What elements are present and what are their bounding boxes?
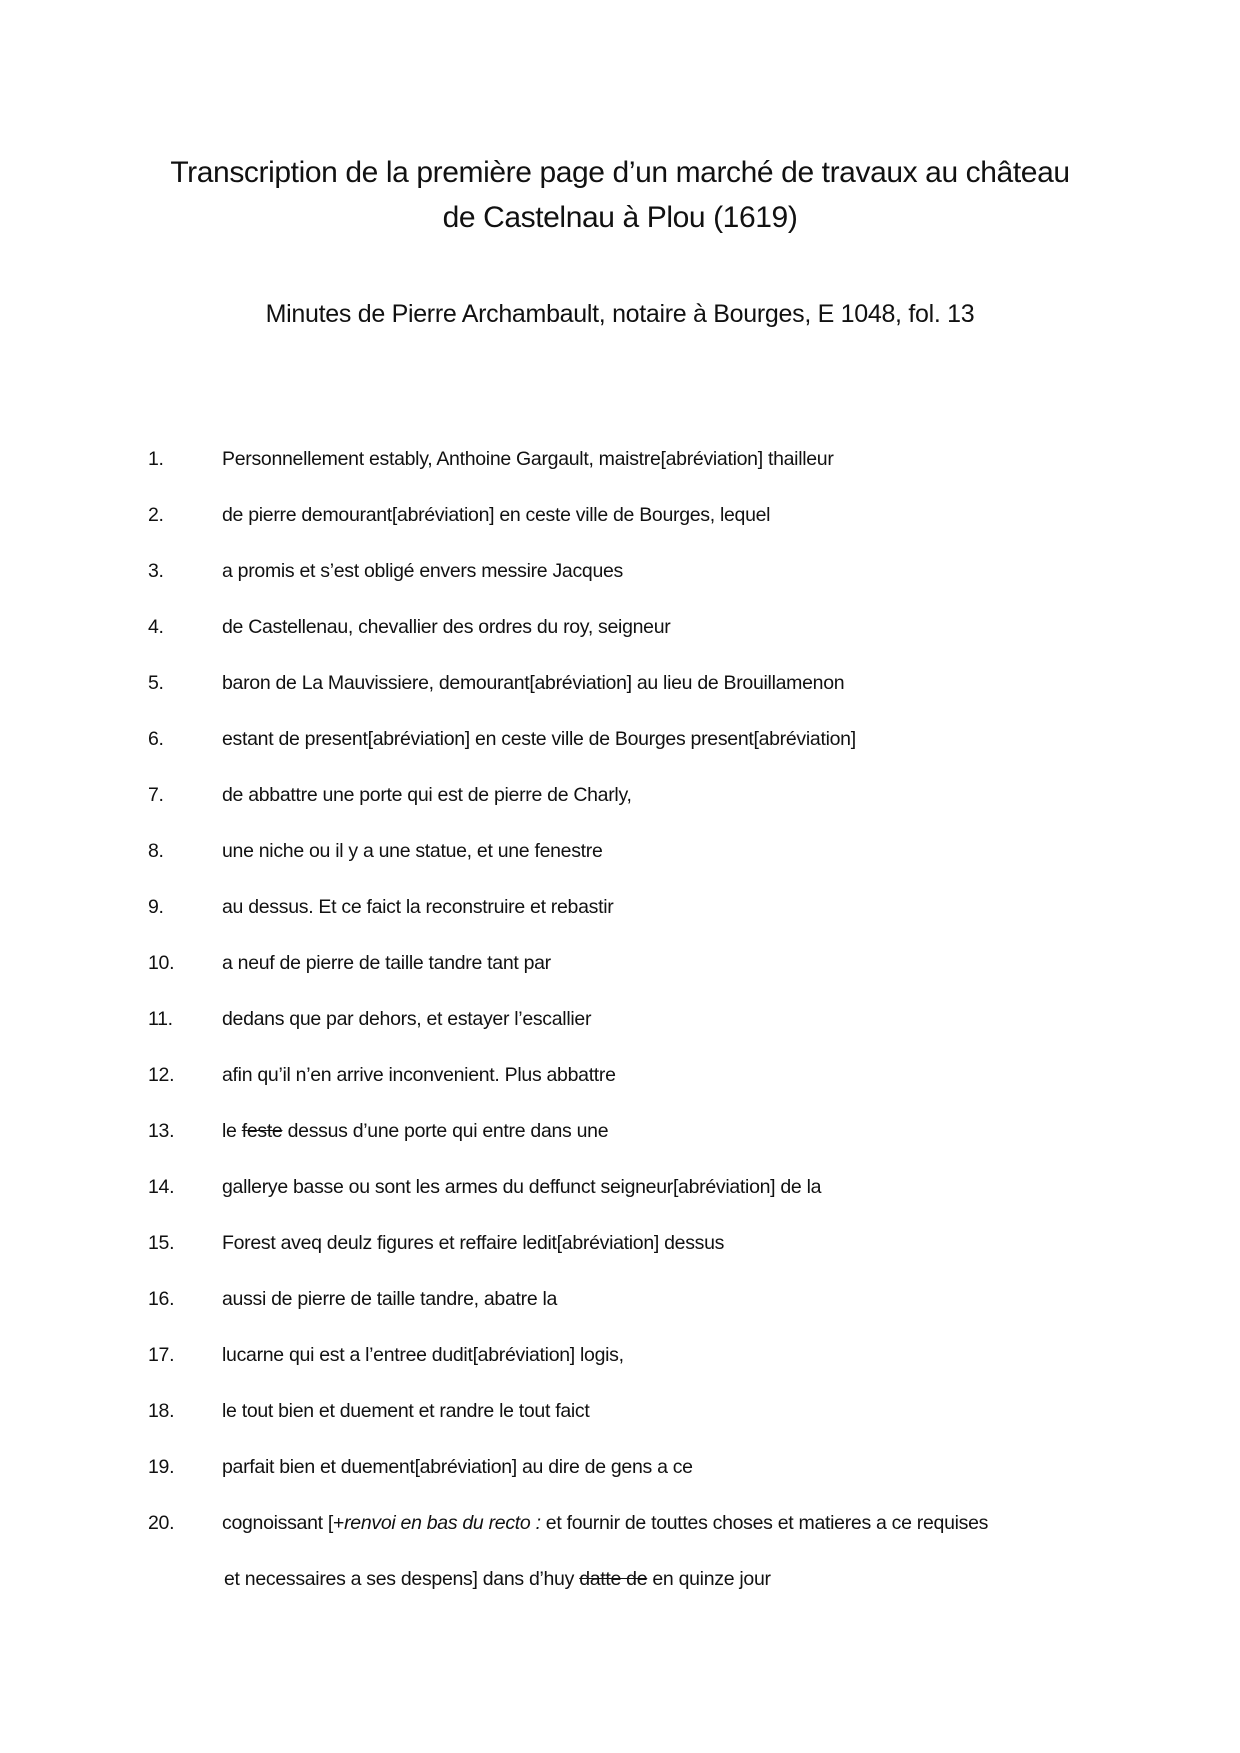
line-number: 5. [148,672,164,694]
line-number: 17. [148,1344,175,1366]
transcription-lines [0,448,1240,1624]
transcription-line [0,448,1240,504]
line-number: 6. [148,728,164,750]
line-number: 20. [148,1512,175,1534]
transcription-line [0,728,1240,784]
text-segment: et fournir de touttes choses et matieres a ce requises [540,1512,989,1534]
line-number: 11. [148,1008,173,1030]
transcription-line [0,784,1240,840]
document-title [0,150,1240,240]
line-text: Personnellement estably, Anthoine Gargault, maistre[abréviation] thailleur [222,448,834,470]
line-text: gallerye basse ou sont les armes du deffunct seigneur[abréviation] de la [222,1176,822,1198]
line-text: parfait bien et duement[abréviation] au dire de gens a ce [222,1456,693,1478]
line-number: 16. [148,1288,175,1310]
transcription-line [0,1176,1240,1232]
line-text: de Castellenau, chevallier des ordres du roy, seigneur [222,616,671,638]
line-text: une niche ou il y a une statue, et une fenestre [222,840,603,862]
line-text: de pierre demourant[abréviation] en ceste ville de Bourges, lequel [222,504,771,526]
transcription-line [0,1120,1240,1176]
line-text: lucarne qui est a l’entree dudit[abréviation] logis, [222,1344,624,1366]
transcription-line [0,560,1240,616]
transcription-line [0,672,1240,728]
line-text: a promis et s’est obligé envers messire Jacques [222,560,623,582]
transcription-line [0,1512,1240,1568]
struck-text: datte de [579,1568,648,1590]
italic-note: renvoi en bas du recto : [344,1512,541,1534]
line-text: Forest aveq deulz figures et reffaire ledit[abréviation] dessus [222,1232,725,1254]
line-number: 4. [148,616,164,638]
transcription-line [0,1288,1240,1344]
document-subtitle: Minutes de Pierre Archambault, notaire à Bourges, E 1048, fol. 13 [265,300,975,328]
line-text: de abbattre une porte qui est de pierre de Charly, [222,784,632,806]
transcription-line [0,1400,1240,1456]
text-segment: le [222,1120,242,1142]
transcription-line [0,1232,1240,1288]
line-number: 19. [148,1456,175,1478]
continuation-line [0,1568,1240,1624]
title-line-1: Transcription de la première page d’un marché de travaux au château [170,156,1070,189]
line-number: 8. [148,840,164,862]
line-text: dedans que par dehors, et estayer l’escallier [222,1008,592,1030]
line-number: 13. [148,1120,175,1142]
line-text [222,1512,988,1535]
line-number: 1. [148,448,164,470]
line-number: 7. [148,784,164,806]
transcription-line [0,896,1240,952]
line-number: 18. [148,1400,175,1422]
line-text: estant de present[abréviation] en ceste ville de Bourges present[abréviation] [222,728,856,750]
text-segment: dessus d’une porte qui entre dans une [282,1120,609,1142]
transcription-line [0,1064,1240,1120]
line-text [224,1568,771,1591]
line-text: afin qu’il n’en arrive inconvenient. Plus abbattre [222,1064,616,1086]
text-segment: en quinze jour [647,1568,771,1590]
text-segment: et necessaires a ses despens] dans d’huy [224,1568,580,1590]
line-number: 3. [148,560,164,582]
text-segment: cognoissant [+ [222,1512,345,1534]
line-text: baron de La Mauvissiere, demourant[abréviation] au lieu de Brouillamenon [222,672,845,694]
line-text: aussi de pierre de taille tandre, abatre la [222,1288,558,1310]
line-number: 10. [148,952,175,974]
line-text: au dessus. Et ce faict la reconstruire et rebastir [222,896,614,918]
struck-text: feste [241,1120,283,1142]
transcription-line [0,1344,1240,1400]
line-number: 2. [148,504,164,526]
line-number: 9. [148,896,164,918]
transcription-line [0,1456,1240,1512]
transcription-line [0,1008,1240,1064]
transcription-line [0,952,1240,1008]
line-number: 12. [148,1064,175,1086]
title-line-2: de Castelnau à Plou (1619) [442,201,798,234]
line-number: 15. [148,1232,175,1254]
line-number: 14. [148,1176,175,1198]
transcription-line [0,616,1240,672]
line-text [222,1120,608,1143]
line-text: le tout bien et duement et randre le tout faict [222,1400,590,1422]
transcription-line [0,504,1240,560]
transcription-line [0,840,1240,896]
line-text: a neuf de pierre de taille tandre tant par [222,952,551,974]
